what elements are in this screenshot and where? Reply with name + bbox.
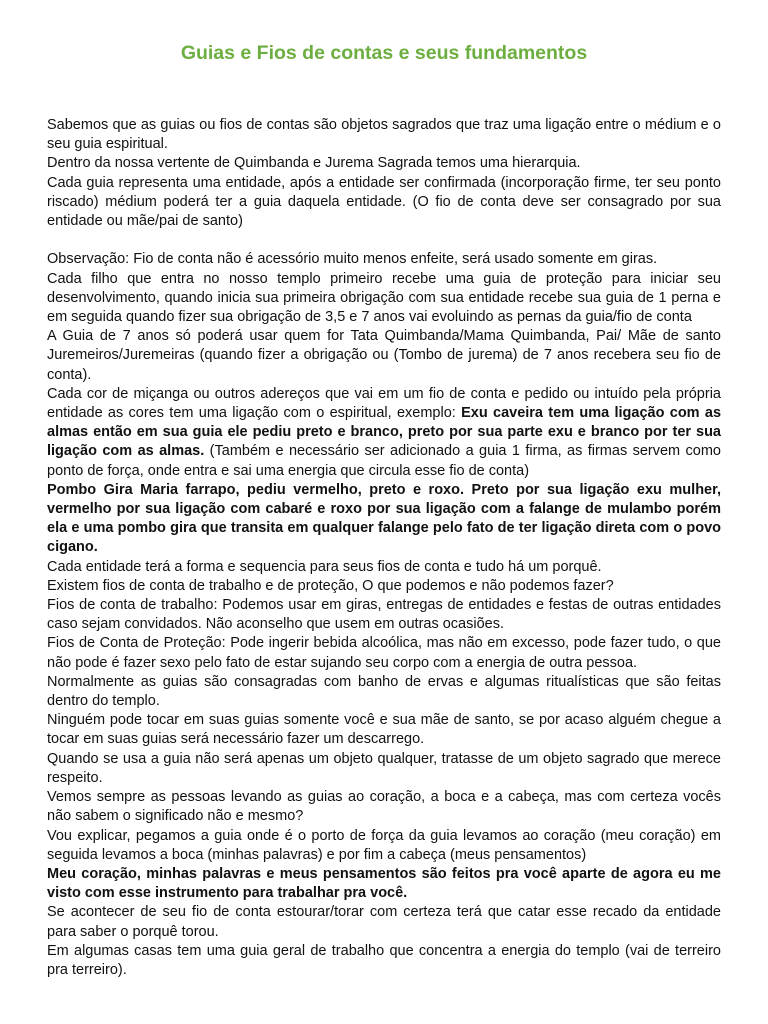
paragraph-protection-guide: Cada filho que entra no nosso templo primeiro recebe uma guia de proteção para iniciar seu desenvolvimento, quando inicia sua primeira obrigação com sua entidade recebe sua guia de 1 perna e em seguida quando fizer sua obrigação de 3,5 e 7 anos vai evoluindo as pernas da guia/fio de conta xyxy=(47,270,721,326)
paragraph-intro: Sabemos que as guias ou fios de contas são objetos sagrados que traz uma ligação entre o médium e o seu guia espiritual. xyxy=(47,117,721,153)
paragraph-entity-guide: Cada guia representa uma entidade, após a entidade ser confirmada (incorporação firme, ter seu ponto riscado) médium poderá ter a guia daquela entidade. (O fio de conta deve ser consagrado por sua entidade ou mãe/pai de santo) xyxy=(47,174,721,230)
paragraph-seven-years: A Guia de 7 anos só poderá usar quem for Tata Quimbanda/Mama Quimbanda, Pai/ Mãe de santo Juremeiros/Juremeiras (quando fizer a obrigação ou (Tombo de jurema) de 7 anos recebera seu fio de conta). xyxy=(47,328,721,383)
paragraph-bead-colors-before: Cada cor de miçanga ou outros adereços que vai em um fio de conta e pedido ou intuído pela própria entidade as cores tem uma ligação com o espiritual, exemplo: xyxy=(47,385,721,422)
paragraph-protection-beads: Fios de Conta de Proteção: Pode ingerir bebida alcoólica, mas não em excesso, pode fazer tudo, o que não pode é fazer sexo pelo fato de estar sujando seu corpo com a energia de outra pessoa. xyxy=(47,635,721,671)
paragraph-bead-colors-after: (Também e necessário ser adicionado a guia 1 firma, as firmas servem como ponto de força, onde entra e sai uma energia que circula esse fio de conta) xyxy=(47,443,721,479)
paragraph-oath xyxy=(47,865,721,903)
paragraph-sequence: Cada entidade terá a forma e sequencia para seus fios de conta e tudo há um porquê. xyxy=(47,558,602,575)
paragraph-work-beads: Fios de conta de trabalho: Podemos usar em giras, entregas de entidades e festas de outras entidades caso sejam convidados. Não aconselho que usem em outras ocasiões. xyxy=(47,597,721,633)
paragraph-heart-mouth-head: Vemos sempre as pessoas levando as guias ao coração, a boca e a cabeça, mas com certeza vocês não sabem o significado não e mesmo? xyxy=(47,789,721,825)
paragraph-observation: Observação: Fio de conta não é acessório muito menos enfeite, será usado somente em giras. xyxy=(47,251,658,268)
paragraph-respect: Quando se usa a guia não será apenas um objeto qualquer, tratasse de um objeto sagrado que merece respeito. xyxy=(47,750,721,786)
paragraph-types: Existem fios de conta de trabalho e de proteção, O que podemos e não podemos fazer? xyxy=(47,577,614,594)
paragraph-consecration: Normalmente as guias são consagradas com banho de ervas e algumas ritualísticas que são feitas dentro do templo. xyxy=(47,673,721,710)
paragraph-bead-colors-bold: Exu caveira tem uma ligação com as almas então em sua guia ele pediu preto e branco, preto por sua parte exu e branco por ter sua ligação com as almas. xyxy=(47,405,722,460)
paragraph-pombo-gira xyxy=(47,481,721,558)
paragraph-pombo-gira-bold: Pombo Gira Maria farrapo, pediu vermelho, preto e roxo. Preto por sua ligação exu mulher, vermelho por sua ligação com cabaré e roxo por sua ligação com a falange de mulambo porém ela e uma pombo gira que transita em qualquer falange pelo fato de ter ligação direta com o povo cigano. xyxy=(47,481,721,556)
paragraph-touching: Ninguém pode tocar em suas guias somente você e sua mãe de santo, se por acaso alguém chegue a tocar em suas guias será necessário fazer um descarrego. xyxy=(47,712,721,748)
paragraph-hierarchy: Dentro da nossa vertente de Quimbanda e Jurema Sagrada temos uma hierarquia. xyxy=(47,155,581,172)
page-title: Guias e Fios de contas e seus fundamentos xyxy=(180,42,588,64)
document-body xyxy=(47,116,721,980)
paragraph-bead-colors xyxy=(47,385,721,481)
paragraph-explanation: Vou explicar, pegamos a guia onde é o porto de força da guia levamos ao coração (meu coração) em seguida levamos a boca (minhas palavras) e por fim a cabeça (meus pensamentos) xyxy=(47,827,721,863)
paragraph-oath-bold: Meu coração, minhas palavras e meus pensamentos são feitos pra você aparte de agora eu me visto com esse instrumento para trabalhar pra você. xyxy=(47,865,721,902)
paragraph-temple-guide: Em algumas casas tem uma guia geral de trabalho que concentra a energia do templo (vai de terreiro pra terreiro). xyxy=(47,942,721,978)
paragraph-broken-bead: Se acontecer de seu fio de conta estourar/torar com certeza terá que catar esse recado da entidade para saber o porquê torou. xyxy=(47,904,721,940)
